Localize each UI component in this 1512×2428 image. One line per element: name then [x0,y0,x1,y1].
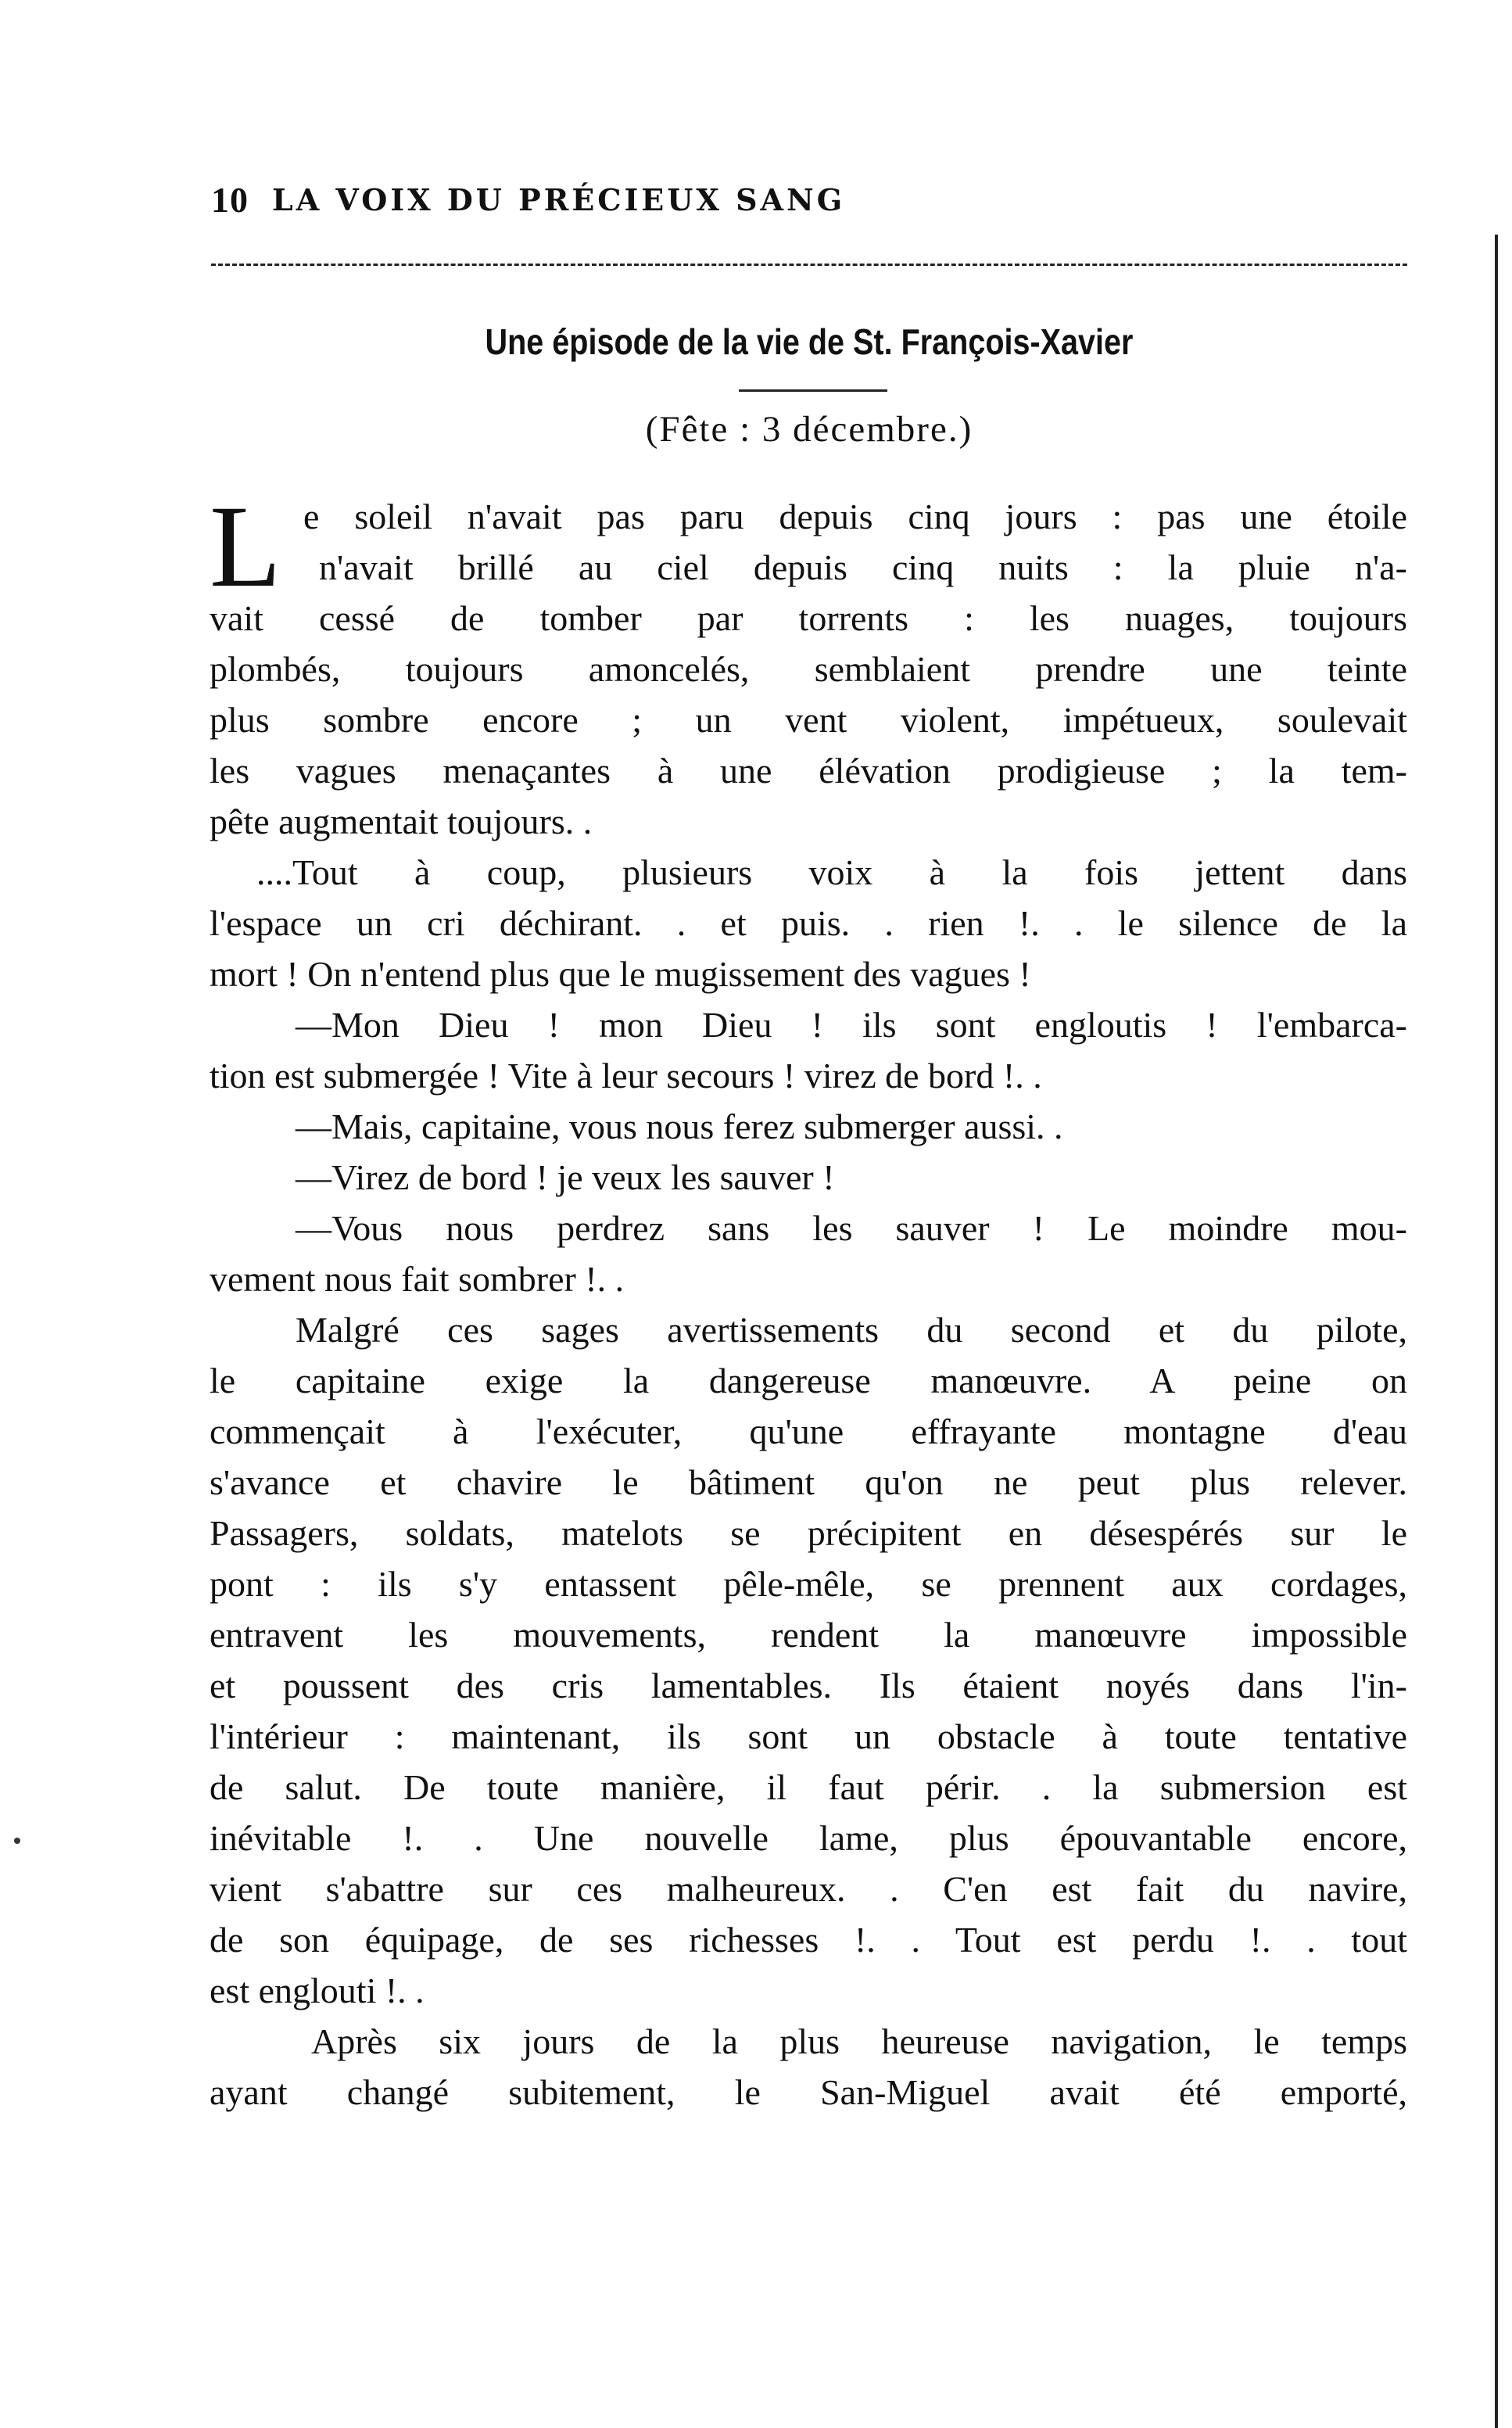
text-line: Malgré ces sages avertissements du second et du pilote, [296,1310,1407,1350]
text-line: les vagues menaçantes à une élévation prodigieuse ; la tem- [210,751,1407,791]
text-line: Après six jours de la plus heureuse navigation, le temps [311,2021,1407,2061]
text-line: l'intérieur : maintenant, ils sont un obstacle à toute tentative [210,1716,1407,1756]
text-line: n'avait brillé au ciel depuis cinq nuits : la pluie n'a- [319,547,1407,587]
text-line: entravent les mouvements, rendent la manœuvre impossible [210,1615,1407,1655]
text-line: plombés, toujours amoncelés, semblaient prendre une teinte [210,649,1407,689]
text-line: —Mon Dieu ! mon Dieu ! ils sont engloutis ! l'embarca- [296,1005,1407,1045]
text-line: vement nous fait sombrer !. . [210,1259,625,1299]
text-line: commençait à l'exécuter, qu'une effrayante montagne d'eau [210,1411,1407,1451]
text-line: s'avance et chavire le bâtiment qu'on ne peut plus relever. [210,1462,1407,1502]
text-line: le capitaine exige la dangereuse manœuvre. A peine on [210,1361,1407,1400]
text-line: de son équipage, de ses richesses !. . Tout est perdu !. . tout [210,1920,1407,1960]
text-line: tion est submergée ! Vite à leur secours ! virez de bord !. . [210,1056,1042,1096]
text-line: de salut. De toute manière, il faut périr. . la submersion est [210,1767,1407,1807]
text-line: ....Tout à coup, plusieurs voix à la fois jettent dans [256,852,1407,892]
text-line: Passagers, soldats, matelots se précipitent en désespérés sur le [210,1513,1407,1553]
text-line: pête augmentait toujours. . [210,802,593,841]
text-line: e soleil n'avait pas paru depuis cinq jours : pas une étoile [303,497,1407,536]
drop-cap-letter: L [210,482,281,611]
text-line: inévitable !. . Une nouvelle lame, plus épouvantable encore, [210,1818,1407,1858]
page-edge-line [1495,235,1498,2428]
text-line: —Virez de bord ! je veux les sauver ! [296,1157,835,1197]
text-line: est englouti !. . [210,1971,425,2010]
text-line: vient s'abattre sur ces malheureux. . C'en est fait du navire, [210,1869,1407,1909]
text-line: vait cessé de tomber par torrents : les nuages, toujours [210,598,1407,638]
running-title: LA VOIX DU PRÉCIEUX SANG [272,181,846,217]
header-divider [211,264,1407,266]
article-title: Une épisode de la vie de St. François-Xavier [485,321,1134,362]
text-line: et poussent des cris lamentables. Ils étaient noyés dans l'in- [210,1666,1407,1705]
text-line: pont : ils s'y entassent pêle-mêle, se prennent aux cordages, [210,1564,1407,1604]
scan-speck [14,1838,20,1844]
article-body [210,482,1407,2118]
text-line: ayant changé subitement, le San-Miguel avait été emporté, [210,2072,1407,2112]
text-line: mort ! On n'entend plus que le mugissement des vagues ! [210,954,1031,994]
text-line: plus sombre encore ; un vent violent, impétueux, soulevait [210,700,1407,740]
text-line: l'espace un cri déchirant. . et puis. . rien !. . le silence de la [210,903,1407,943]
running-head [211,168,1407,231]
opening-paragraph [210,482,1407,611]
text-line: —Vous nous perdrez sans les sauver ! Le moindre mou- [296,1208,1407,1248]
text-line: —Mais, capitaine, vous nous ferez submerger aussi. . [296,1106,1063,1146]
page-number: 10 [211,179,249,220]
title-divider [739,389,887,392]
feast-date: (Fête : 3 décembre.) [645,409,973,450]
